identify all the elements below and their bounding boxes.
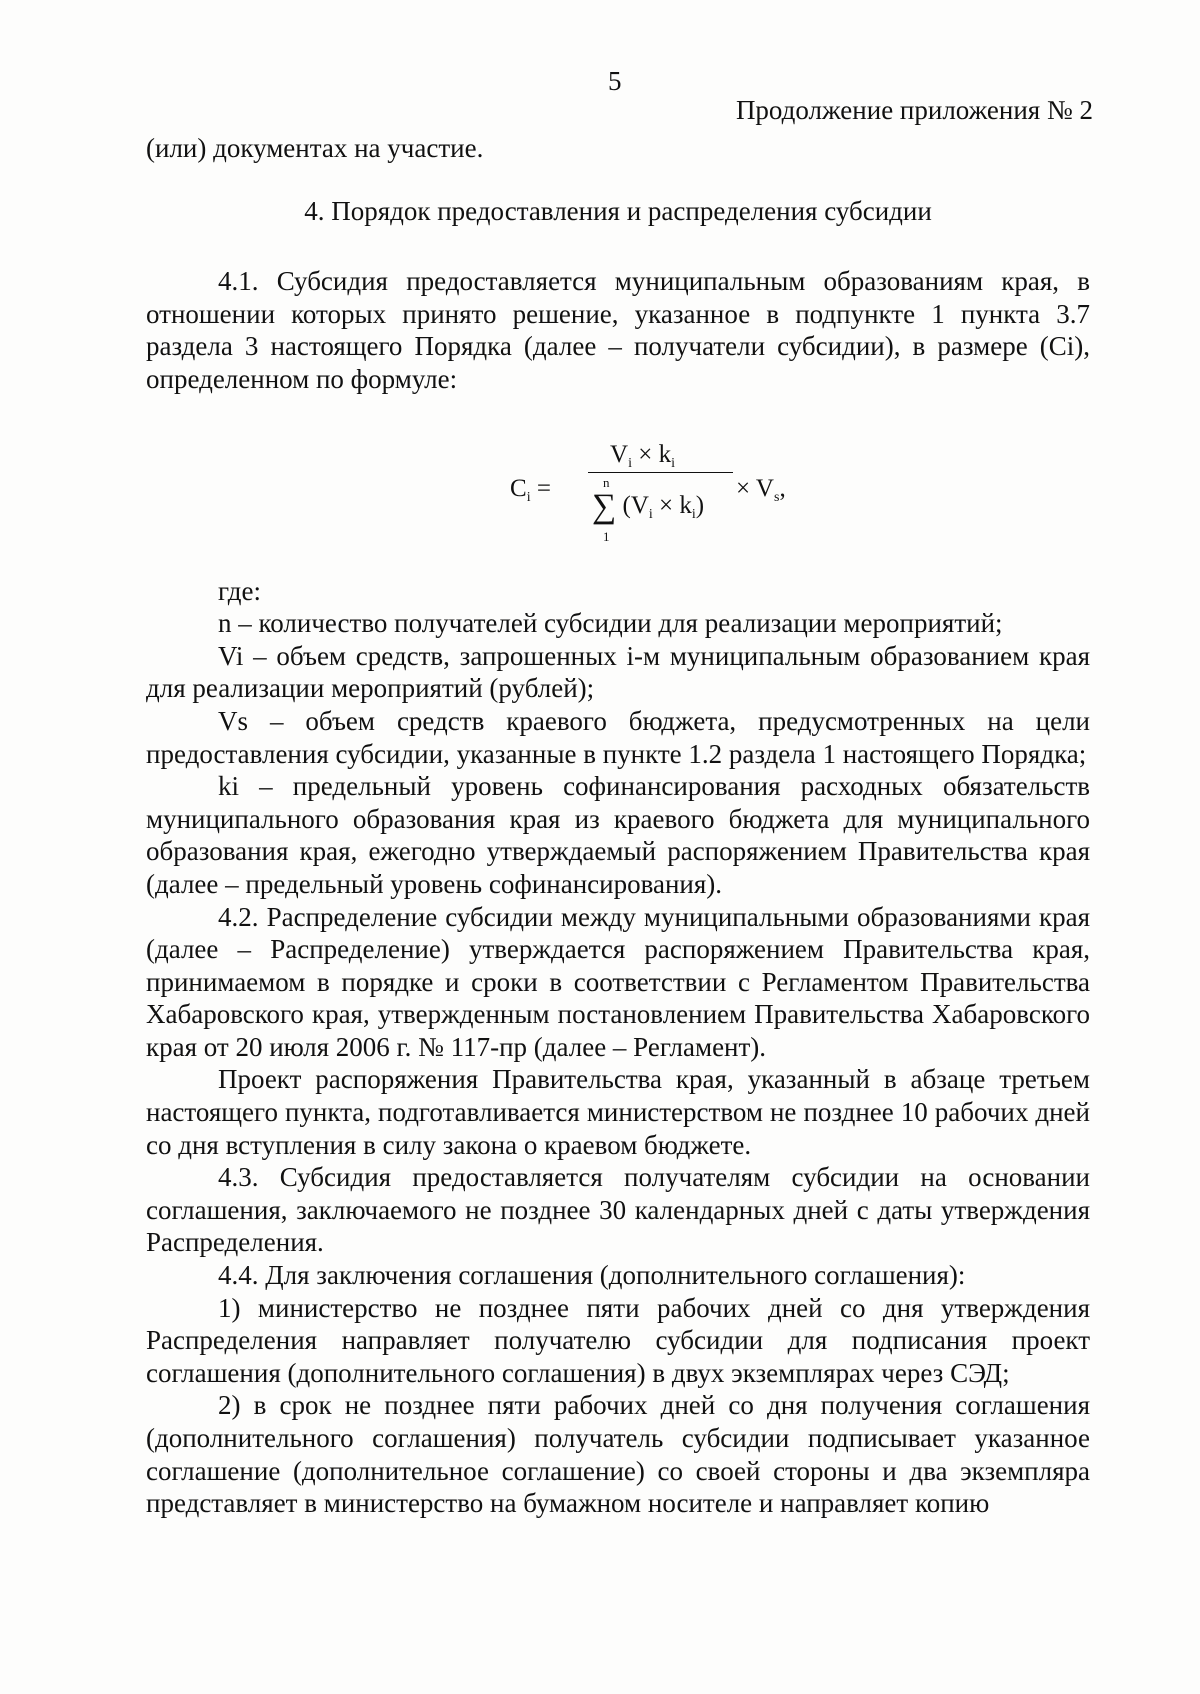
paragraph-project: Проект распоряжения Правительства края, указанный в абзаце третьем настоящего пункта, подготавливается министерством не позднее 10 рабочих дней со дня вступления в силу закона о краевом бюджете. [146, 1064, 1090, 1160]
section-heading: 4. Порядок предоставления и распределения субсидии [304, 195, 932, 226]
fraction-bar [588, 472, 733, 473]
definition-vi: Vi – объем средств, запрошенных i-м муниципальным образованием края для реализации мероприятий (рублей); [146, 640, 1090, 704]
definition-ki: ki – предельный уровень софинансирования расходных обязательств муниципального образования края из краевого бюджета для муниципального образования края, ежегодно утверждаемый распоряжением Правительства края (далее – предельный уровень софинансирования). [146, 771, 1090, 899]
paragraph-4-2: 4.2. Распределение субсидии между муниципальными образованиями края (далее – Распределение) утверждается распоряжением Правительства края, принимаемом в порядке и сроки в соответствии с Регламентом Правительства Хабаровского края, утвержденным постановлением Правительства Хабаровского края от 20 июля 2006 г. № 117-пр (далее – Регламент). [146, 901, 1090, 1062]
paragraph-4-3: 4.3. Субсидия предоставляется получателям субсидии на основании соглашения, заключаемого не позднее 30 календарных дней с даты утверждения Распределения. [146, 1162, 1090, 1258]
page-number: 5 [608, 66, 622, 96]
formula-lhs: $C_i$ = [510, 474, 551, 505]
paragraph-item-1: 1) министерство не позднее пяти рабочих дней со дня утверждения Распределения направляет получателю субсидии для подписания проект соглашения (дополнительного соглашения) в двух экземплярах через СЭД; [146, 1292, 1090, 1388]
sum-upper-limit: n [603, 474, 610, 490]
paragraph-continued: (или) документах на участие. [146, 133, 484, 163]
formula-block [146, 396, 1090, 571]
sum-lower-limit: 1 [603, 528, 610, 544]
paragraph-4-4: 4.4. Для заключения соглашения (дополнительного соглашения): [218, 1260, 966, 1291]
formula-denominator: ∑ $(V_i \times k_i)$ [592, 487, 705, 525]
formula-numerator: $V_i \times k_i$ [610, 440, 675, 471]
appendix-header: Продолжение приложения № 2 [735, 95, 1093, 125]
formula-rhs: × $V_s$, [736, 474, 786, 505]
definition-vs: Vs – объем средств краевого бюджета, предусмотренных на цели предоставления субсидии, указанные в пункте 1.2 раздела 1 настоящего Порядка; [146, 705, 1090, 769]
where-label: где: [218, 575, 261, 606]
paragraph-4-1: 4.1. Субсидия предоставляется муниципальным образованиям края, в отношении которых принято решение, указанное в подпункте 1 пункта 3.7 раздела 3 настоящего Порядка (далее – получатели субсидии), в размере (Ci), определенном по формуле: [146, 266, 1090, 394]
subsidy-formula [510, 430, 830, 544]
document-body [146, 132, 1090, 1520]
definition-n: n – количество получателей субсидии для реализации мероприятий; [218, 608, 1003, 639]
paragraph-item-2: 2) в срок не позднее пяти рабочих дней со дня получения соглашения (дополнительного соглашения) получатель субсидии подписывает указанное соглашение (дополнительное соглашение) со своей стороны и два экземпляра представляет в министерство на бумажном носителе и направляет копию [146, 1390, 1090, 1519]
